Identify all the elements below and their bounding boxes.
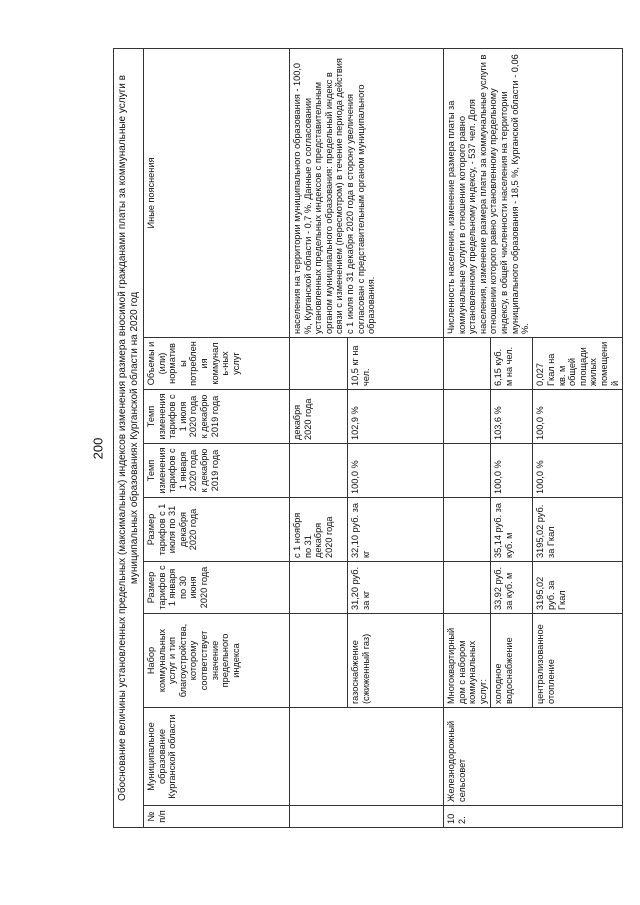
- header-notes: Иные пояснения: [144, 49, 290, 338]
- header-services-set: Набор коммунальных услуг и тип благоустройства, которому соответствует значение предельного индекса: [144, 614, 290, 708]
- heating-service: централизованное отопление: [533, 614, 623, 708]
- header-volumes: Объемы и (или) нормативы потребления коммуналь-ных услуг: [144, 338, 290, 390]
- header-num: № п/п: [144, 806, 290, 828]
- heating-rate-jan: 100,0 %: [533, 444, 623, 498]
- water-service: холодное водоснабжение: [491, 614, 533, 708]
- header-tariff-jul-dec: Размер тарифов с 1 июля по 31 декабря 2020 года: [144, 498, 290, 562]
- cell-empty: [444, 444, 491, 498]
- water-volume: 6,15 куб. м на чел.: [491, 338, 533, 390]
- gas-rate-jan: 100,0 %: [348, 444, 444, 498]
- cell-empty: [290, 708, 444, 806]
- header-municipality: Муниципальное образование Курганской области: [144, 708, 290, 806]
- entry-102-service-header: Многоквартирный дом с набором коммунальных услуг:: [444, 614, 491, 708]
- continuation-row: [290, 49, 348, 828]
- cell-empty: [290, 562, 348, 614]
- cell-empty: [290, 614, 348, 708]
- caption-row: [114, 49, 144, 828]
- gas-tariff-jan-jun: 31,20 руб. за кг: [348, 562, 444, 614]
- water-tariff-jul-dec: 35,14 руб. за куб. м: [491, 498, 533, 562]
- entry-102-notes: Численность населения, изменение размера платы за коммунальные услуги в отношении которого равно установленному предельному индексу, - 537 чел. Доля населения, изменение размера платы за коммунальные услуги в отношении которого равно установленному предельному индексу, в общей численности населения на территории муниципального образования - 18,5 %, Курганской области - 0,06 %.: [444, 49, 623, 338]
- tariff-index-table: [113, 48, 623, 828]
- header-rate-jul: Темп изменения тарифов с 1 июля 2020 года к декабрю 2019 года: [144, 390, 290, 444]
- entry-102-num: 102.: [444, 806, 623, 828]
- heating-tariff-jan-jun: 3195,02 руб. за Гкал: [533, 562, 623, 614]
- cell-empty: [290, 806, 444, 828]
- cell-empty: [444, 390, 491, 444]
- cell-empty: [444, 562, 491, 614]
- water-tariff-jan-jun: 33,92 руб. за куб. м: [491, 562, 533, 614]
- gas-rate-jul: 102,9 %: [348, 390, 444, 444]
- page-number: 200: [90, 437, 106, 460]
- header-rate-jan: Темп изменения тарифов с 1 января 2020 года к декабрю 2019 года: [144, 444, 290, 498]
- water-rate-jul: 103,6 %: [491, 390, 533, 444]
- table-caption: Обоснование величины установленных предельных (максимальных) индексов изменения размера вносимой гражданами платы за коммунальные услуги в муниципальных образованиях Курганской области на 2020 год: [114, 49, 144, 828]
- cell-empty: [290, 444, 348, 498]
- gas-service: газоснабжение (сжиженный газ): [348, 614, 444, 708]
- header-tariff-jan-jun: Размер тарифов с 1 января по 30 июня 2020 года: [144, 562, 290, 614]
- header-row: [144, 49, 290, 828]
- heating-rate-jul: 100,0 %: [533, 390, 623, 444]
- cont-tariff-jul-dec: с 1 ноября по 31 декабря 2020 года: [290, 498, 348, 562]
- entry-102-header-row: [444, 49, 491, 828]
- gas-tariff-jul-dec: 32,10 руб. за кг: [348, 498, 444, 562]
- gas-volume: 10,5 кг на чел.: [348, 338, 444, 390]
- cell-empty: [444, 338, 491, 390]
- water-rate-jan: 100,0 %: [491, 444, 533, 498]
- cell-empty: [290, 338, 348, 390]
- heating-volume: 0,027 Гкал на кв. м общей площади жилых помещений: [533, 338, 623, 390]
- cell-empty: [444, 498, 491, 562]
- rotated-table-container: [113, 48, 620, 828]
- cont-rate-jul: декабря 2020 года: [290, 390, 348, 444]
- entry-102-municipality: Железнодорожный сельсовет: [444, 708, 623, 806]
- heating-tariff-jul-dec: 3195,02 руб. за Гкал: [533, 498, 623, 562]
- cont-notes: населения на территории муниципального образования - 100,0 %, Курганской области - 0,7 %. Данные о согласовании установленных предельных индексов с представительным органом муниципального образования: предельный индекс в связи с изменением (пересмотром) в течение периода действия с 1 июля по 31 декабря 2020 года в сторону увеличения согласован с представительным органом муниципального образования.: [290, 49, 444, 338]
